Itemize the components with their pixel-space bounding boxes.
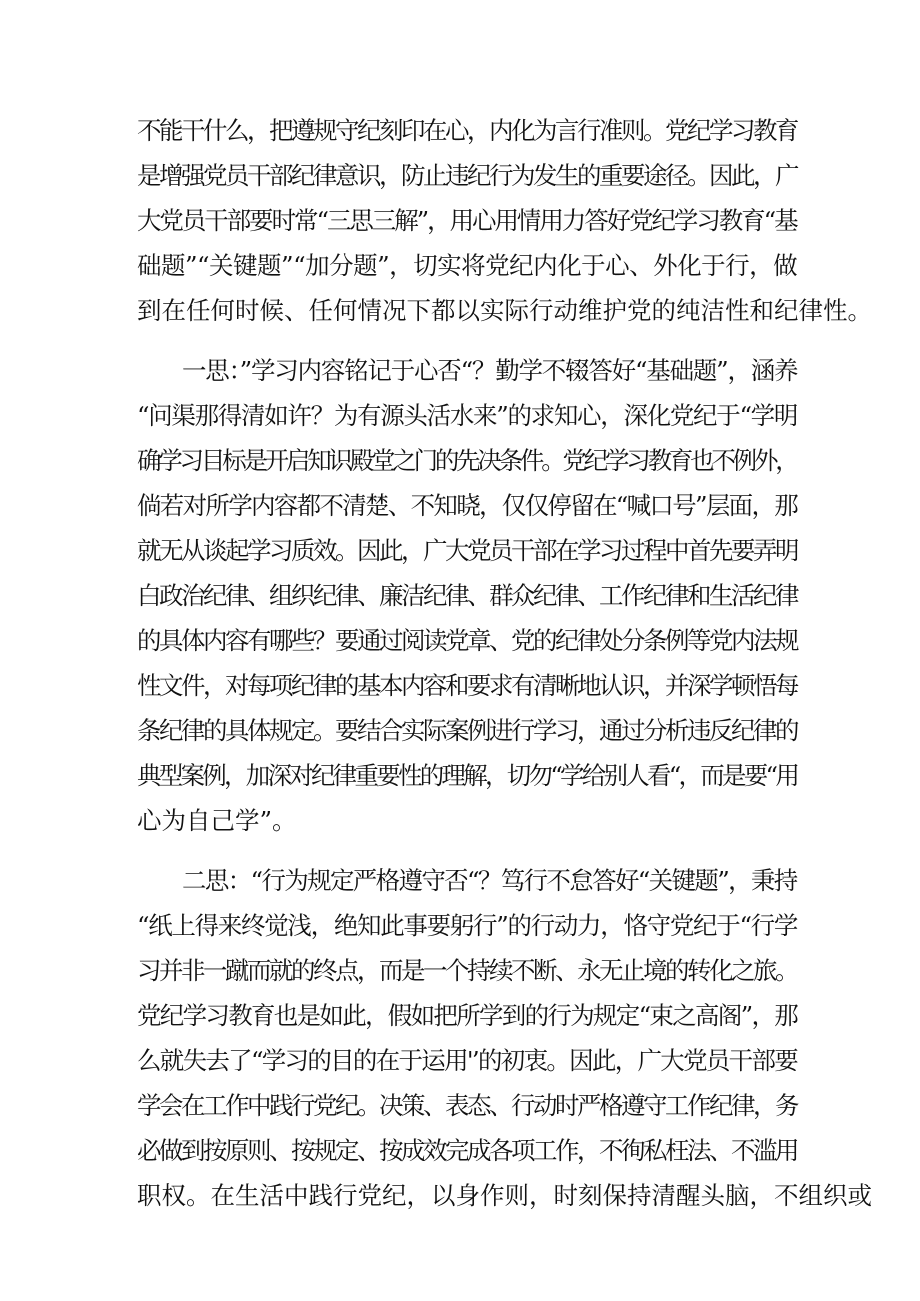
text-line: 一思：”学习内容铭记于心否“？勤学不辍答好“基础题”，涵养 xyxy=(182,356,798,385)
text-line: 大党员干部要时常“三思三解”，用心用情用力答好党纪学习教育“基 xyxy=(137,206,797,235)
text-line: “问渠那得清如许？为有源头活水来”的求知心，深化党纪于“学明 xyxy=(137,401,798,430)
text-line: 心为自己学”。 xyxy=(137,806,297,835)
text-line: 确学习目标是开启知识殿堂之门的先决条件。党纪学习教育也不例外， xyxy=(137,446,797,475)
text-line: 白政治纪律、组织纪律、廉洁纪律、群众纪律、工作纪律和生活纪律 xyxy=(137,581,797,610)
text-line: 必做到按原则、按规定、按成效完成各项工作，不徇私枉法、不滥用 xyxy=(137,1136,797,1165)
text-line: 职权。在生活中践行党纪，以身作则，时刻保持清醒头脑，不组织或 xyxy=(137,1181,872,1210)
text-line: 的具体内容有哪些？要通过阅读党章、党的纪律处分条例等党内法规 xyxy=(137,626,797,655)
text-line: 础题”“关键题”“加分题”，切实将党纪内化于心、外化于行，做 xyxy=(137,251,798,280)
text-line: 就无从谈起学习质效。因此，广大党员干部在学习过程中首先要弄明 xyxy=(137,536,797,565)
text-line: 么就失去了“学习的目的在于运用'’的初衷。因此，广大党员干部要 xyxy=(137,1046,798,1075)
text-line: 是增强党员干部纪律意识，防止违纪行为发生的重要途径。因此，广 xyxy=(137,161,797,190)
text-line: 党纪学习教育也是如此，假如把所学到的行为规定“束之高阁”，那 xyxy=(137,1001,798,1030)
text-line: 倘若对所学内容都不清楚、不知晓，仅仅停留在“喊口号”层面，那 xyxy=(137,491,798,520)
text-line: 典型案例，加深对纪律重要性的理解，切勿“学给别人看“，而是要“用 xyxy=(137,761,798,790)
text-line: 性文件，对每项纪律的基本内容和要求有清晰地认识，并深学顿悟每 xyxy=(137,671,797,700)
text-line: 到在任何时候、任何情况下都以实际行动维护党的纯洁性和纪律性。 xyxy=(137,296,872,325)
text-line: 学会在工作中践行党纪。决策、表态、行动时严格遵守工作纪律，务 xyxy=(137,1091,797,1120)
text-line: 条纪律的具体规定。要结合实际案例进行学习，通过分析违反纪律的 xyxy=(137,716,797,745)
text-line: 二思：“行为规定严格遵守否“？笃行不怠答好“关键题”，秉持 xyxy=(182,866,797,895)
text-line: 不能干什么，把遵规守纪刻印在心，内化为言行准则。党纪学习教育 xyxy=(137,116,797,145)
text-line: 习并非一蹴而就的终点，而是一个持续不断、永无止境的转化之旅。 xyxy=(137,956,797,985)
text-line: “纸上得来终觉浅，绝知此事要躬行”的行动力，恪守党纪于“行学 xyxy=(137,911,798,940)
